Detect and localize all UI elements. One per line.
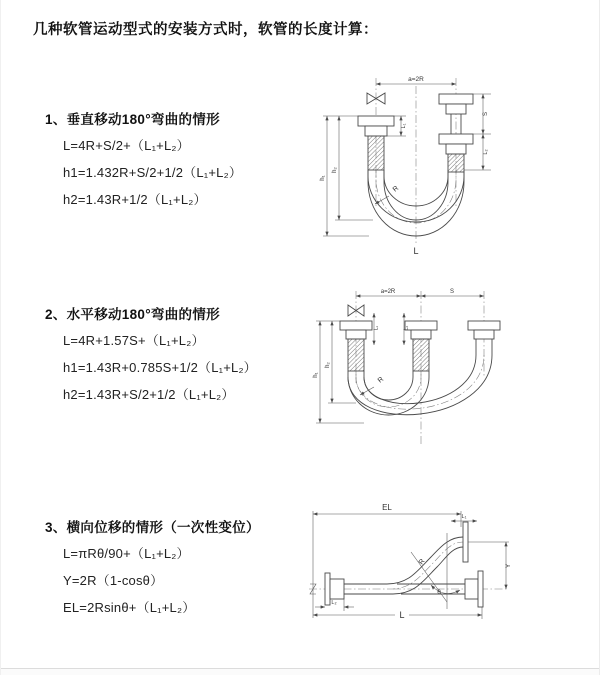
braided-hose-section — [348, 339, 364, 371]
dim-l1-label: L₁ — [461, 514, 467, 520]
flanged-ends — [340, 321, 500, 371]
section-lateral-displacement — [45, 516, 320, 627]
section-horizontal-180 — [45, 303, 320, 414]
angle-label: θ — [437, 589, 441, 596]
formula-L: L=4R+S/2+（L₁+L₂） — [63, 138, 190, 153]
section-1-heading: 1、垂直移动180°弯曲的情形 — [45, 112, 220, 127]
length-label: L — [413, 246, 419, 256]
braided-hose-section — [448, 154, 464, 172]
dim-s-l2 — [464, 94, 491, 170]
dim-a2r-label: a=2R — [408, 76, 424, 83]
upper-flange — [463, 522, 468, 562]
formula-h1: h1=1.43R+0.785S+1/2（L₁+L₂） — [63, 360, 257, 375]
formula-h2: h2=1.43R+1/2（L₁+L₂） — [63, 192, 207, 207]
dim-l2-label: L₂ — [331, 600, 337, 606]
dim-l — [313, 607, 482, 619]
diagram-lateral-displacement — [301, 497, 596, 649]
formula-L: L=4R+1.57S+（L₁+L₂） — [63, 333, 205, 348]
radius-label: R — [391, 184, 401, 194]
dim-el-label: EL — [382, 503, 392, 512]
formula-h2: h2=1.43R+S/2+1/2（L₁+L₂） — [63, 387, 235, 402]
hose-s-curve — [344, 537, 463, 594]
dim-h2-label: h₂ — [332, 167, 338, 173]
formula-L: L=πRθ/90+（L₁+L₂） — [63, 546, 190, 561]
radius-label: R — [376, 375, 386, 385]
section-vertical-180 — [45, 108, 320, 219]
page-bottom-edge — [1, 668, 599, 675]
braided-hose-section — [368, 136, 384, 170]
angle-construction — [411, 533, 460, 609]
braided-hose-section — [413, 339, 429, 371]
formula-h1: h1=1.432R+S/2+1/2（L₁+L₂） — [63, 165, 243, 180]
radius-leader — [375, 196, 389, 204]
dim-h1-label: h₁ — [320, 175, 326, 181]
page-title: 几种软管运动型式的安装方式时，软管的长度计算： — [33, 22, 378, 38]
dim-l-label: L — [399, 610, 405, 620]
dim-l1-label: L₁ — [401, 123, 407, 129]
dim-l2-label: L₂ — [403, 325, 410, 331]
dim-h2-label: h₂ — [325, 362, 331, 368]
dim-l1-label: L₁ — [373, 325, 380, 331]
formula-Y: Y=2R（1-cosθ） — [63, 573, 164, 588]
dim-l2-label: L₂ — [483, 149, 489, 155]
dim-s-label: S — [449, 289, 455, 295]
dim-h1-label: h₁ — [313, 372, 319, 378]
diagram-horizontal-180-bend — [306, 283, 596, 458]
section-2-heading: 2、水平移动180°弯曲的情形 — [45, 307, 220, 322]
dim-s-label: S — [483, 111, 489, 117]
radius-label: R — [417, 557, 427, 567]
dim-a2r-label: a=2R — [380, 289, 396, 295]
dim-y-label: Y — [505, 563, 512, 569]
fixed-end-pipe — [358, 116, 394, 170]
diagram-vertical-180-bend — [311, 70, 596, 265]
formula-EL: EL=2Rsinθ+（L₁+L₂） — [63, 600, 196, 615]
section-3-heading: 3、横向位移的情形（一次性变位） — [45, 520, 260, 535]
